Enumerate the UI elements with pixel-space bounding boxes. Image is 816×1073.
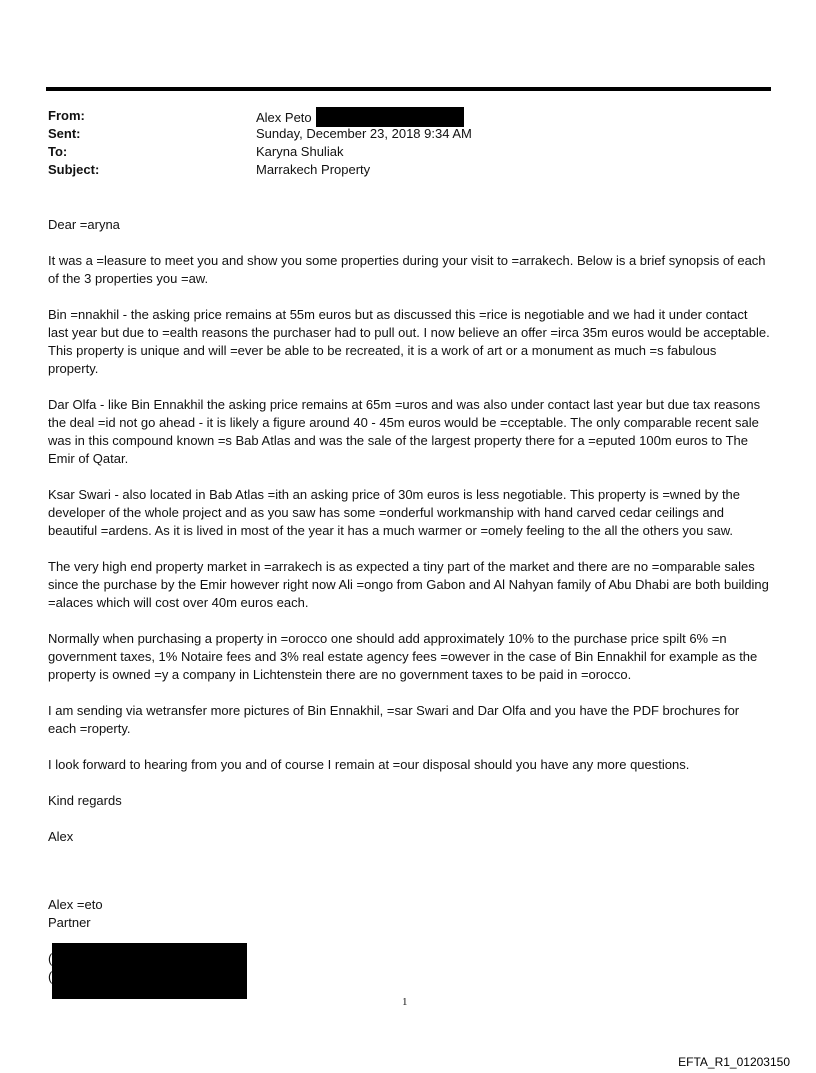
signature-title: Partner (48, 915, 91, 930)
redaction-bar (316, 107, 464, 127)
body-paragraph: Normally when purchasing a property in =orocco one should add approximately 10% to the purchase price spilt 6% =n government taxes, 1% Notaire fees and 3% real estate agency fees =owever in the case of Bin Ennakhil for example as the property is owned =y a company in Lichtenstein there are no government taxes to be paid in =orocco. (48, 631, 758, 682)
email-body (48, 216, 770, 864)
contact-paren: ( (48, 951, 53, 966)
from-label: From: (48, 108, 85, 123)
to-label: To: (48, 144, 68, 159)
body-paragraph: Dar Olfa - like Bin Ennakhil the asking price remains at 65m =uros and was also under contact last year but due tax reasons the deal =id not go ahead - it is likely a figure around 40 - 45m euros would be =cceptable. The only comparable recent sale was in this compound known =s Bab Atlas and was the sale of the largest property there for a =eputed 100m euros to The Emir of Qatar. (48, 397, 761, 466)
signature-block (48, 896, 103, 932)
signature-name: Alex =eto (48, 897, 103, 912)
body-paragraph: The very high end property market in =arrakech is as expected a tiny part of the market and there are no =omparable sales since the purchase by the Emir however right now Ali =ongo from Gabon and Al Nahyan family of Abu Dhabi are both building =alaces which will cost over 40m euros each. (48, 559, 769, 610)
subject-row (48, 161, 768, 179)
closing: Kind regards (48, 793, 122, 808)
to-row (48, 143, 768, 161)
body-paragraph: Ksar Swari - also located in Bab Atlas =ith an asking price of 30m euros is less negotiable. This property is =wned by the developer of the whole project and as you saw has some =onderful workmanship with hand carved cedar ceilings and beautiful =ardens. As it is lived in most of the year it has a much warmer or =omely feeling to the all the others you saw. (48, 487, 741, 538)
sent-label: Sent: (48, 126, 81, 141)
body-paragraph: It was a =leasure to meet you and show you some properties during your visit to =arrakech. Below is a brief synopsis of each of the 3 properties you =aw. (48, 253, 766, 286)
email-header (48, 107, 768, 179)
body-paragraph: I am sending via wetransfer more pictures of Bin Ennakhil, =sar Swari and Dar Olfa and you have the PDF brochures for each =roperty. (48, 703, 740, 736)
greeting: Dear =aryna (48, 217, 120, 232)
to-value: Karyna Shuliak (256, 144, 344, 159)
from-value (256, 107, 464, 125)
header-divider (46, 87, 771, 91)
body-paragraph: Bin =nnakhil - the asking price remains at 55m euros but as discussed this =rice is negotiable and we had it under contact last year but due to =ealth reasons the purchaser had to pull out. I now believe an offer =irca 35m euros would be acceptable. This property is unique and will =ever be able to be recreated, it is a work of art or a monument as much =s fabulous property. (48, 307, 770, 376)
sent-value: Sunday, December 23, 2018 9:34 AM (256, 126, 472, 141)
page-number: 1 (402, 996, 408, 1008)
document-id: EFTA_R1_01203150 (678, 1055, 790, 1069)
subject-value: Marrakech Property (256, 162, 371, 177)
from-row (48, 107, 768, 125)
sign-off-name: Alex (48, 829, 74, 844)
sent-row (48, 125, 768, 143)
from-name: Alex Peto (256, 110, 312, 125)
body-paragraph: I look forward to hearing from you and of course I remain at =our disposal should you have any more questions. (48, 757, 690, 772)
contact-paren: ( (48, 969, 53, 984)
subject-label: Subject: (48, 162, 100, 177)
redaction-block (52, 943, 247, 999)
